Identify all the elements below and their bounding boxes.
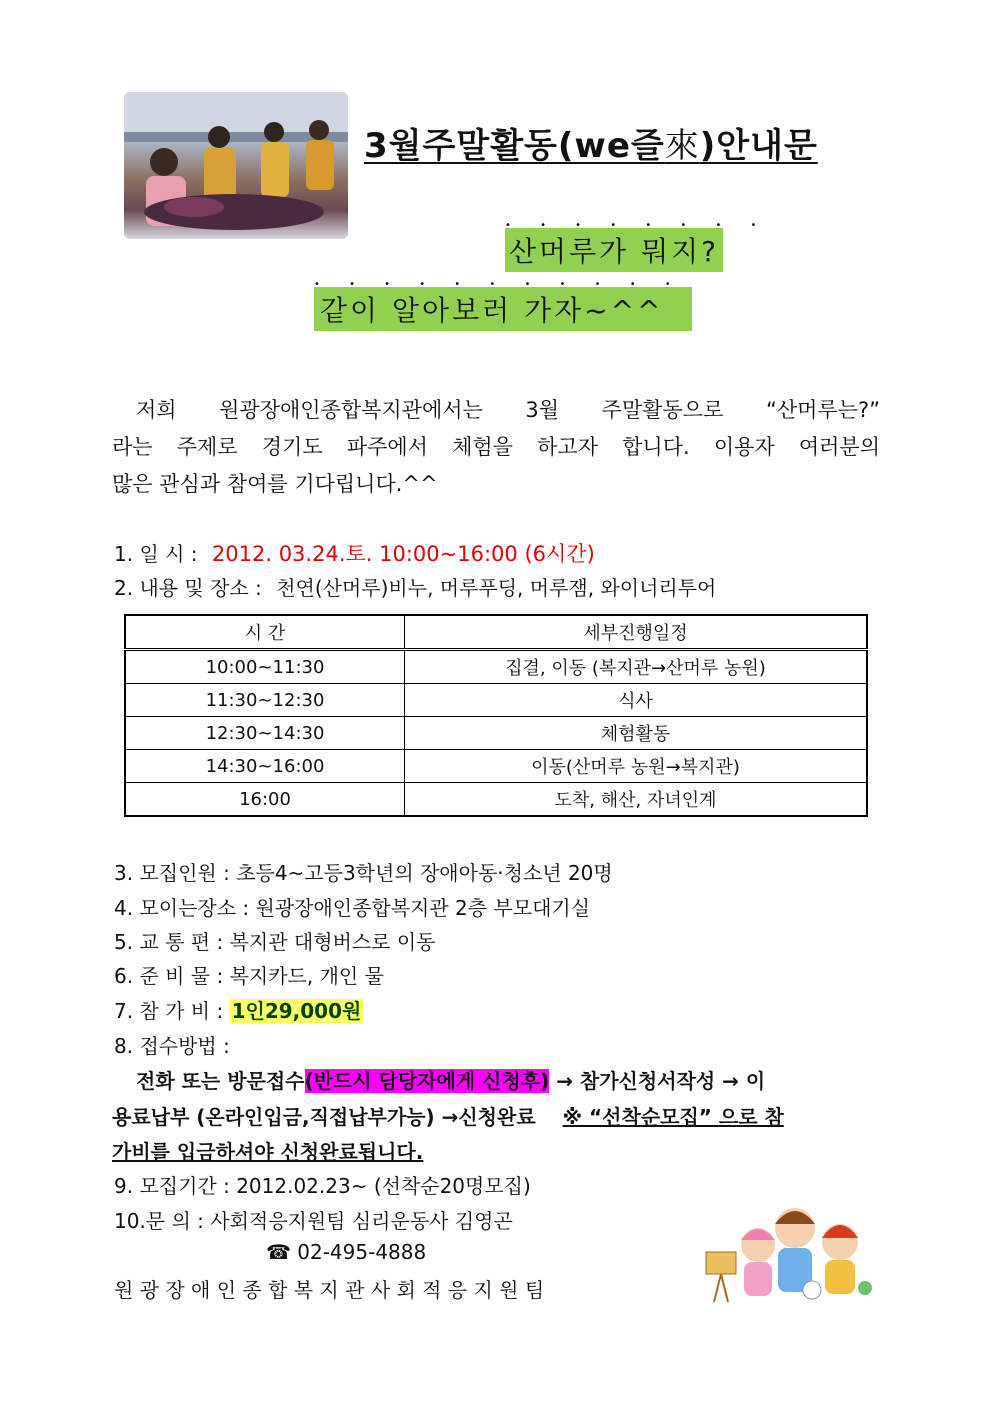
table-row (125, 783, 867, 817)
table-row (125, 717, 867, 750)
emphasis-dots: • • • • • • • • (505, 220, 770, 231)
date-value: 2012. 03.24.토. 10:00~16:00 (6시간) (211, 542, 595, 566)
item-apply: 8. 접수방법 : (114, 1034, 230, 1058)
subtitle-line-1: • • • • • • • • 산머루가 뭐지? (505, 228, 723, 272)
item-meeting-place: 4. 모이는장소 : 원광장애인종합복지관 2층 부모대기실 (114, 896, 591, 920)
table-cell: 집결, 이동 (복지관→산머루 농원) (405, 650, 868, 684)
table-header-cell: 시 간 (125, 615, 405, 650)
table-cell: 10:00~11:30 (125, 650, 405, 684)
table-header-cell: 세부진행일정 (405, 615, 868, 650)
item-transport: 5. 교 통 편 : 복지관 대형버스로 이동 (114, 930, 436, 954)
table-header-row (125, 615, 867, 650)
intro-paragraph (112, 392, 880, 503)
table-cell: 14:30~16:00 (125, 750, 405, 783)
apply-line-1: 전화 또는 방문접수(반드시 담당자에게 신청후) → 참가신청서작성 → 이 (136, 1069, 766, 1093)
item-period: 9. 모집기간 : 2012.02.23~ (선착순20명모집) (114, 1174, 531, 1198)
intro-line: 라는 주제로 경기도 파주에서 체험을 하고자 합니다. 이용자 여러분의 (112, 435, 880, 459)
schedule-table (124, 614, 868, 817)
item-date: 1. 일 시 : 2012. 03.24.토. 10:00~16:00 (6시간) (114, 542, 595, 566)
table-cell: 11:30~12:30 (125, 684, 405, 717)
apply-note-highlight: (반드시 담당자에게 신청후) (304, 1069, 550, 1093)
table-cell: 도착, 해산, 자녀인계 (405, 783, 868, 817)
apply-line-2: 용료납부 (온라인입금,직접납부가능) →신청완료 ※ “선착순모집” 으로 참 (112, 1105, 784, 1129)
item-recruit: 3. 모집인원 : 초등4~고등3학년의 장애아동·청소년 20명 (114, 861, 613, 885)
footer-organization: 원 광 장 애 인 종 합 복 지 관 사 회 적 응 지 원 팀 (114, 1278, 545, 1302)
page-title: 3월주말활동(we즐來)안내문 (364, 126, 818, 166)
emphasis-dots: • • • • • • • • • • • (314, 279, 684, 290)
table-row (125, 684, 867, 717)
activity-photo (124, 92, 348, 239)
item-fee: 7. 참 가 비 : 1인29,000원 (114, 999, 362, 1023)
table-row (125, 750, 867, 783)
table-cell: 체험활동 (405, 717, 868, 750)
contact-phone: ☎ 02-495-4888 (266, 1240, 427, 1264)
apply-line-3: 가비를 입금하셔야 신청완료됩니다. (112, 1140, 424, 1164)
item-content: 2. 내용 및 장소 : 천연(산머루)비누, 머루푸딩, 머루잼, 와이너리투어 (114, 576, 717, 600)
fee-value: 1인29,000원 (231, 999, 362, 1023)
table-cell: 식사 (405, 684, 868, 717)
intro-line: 많은 관심과 참여를 기다립니다.^^ (112, 472, 438, 496)
intro-line: 저희 원광장애인종합복지관에서는 3월 주말활동으로 “산머루는?” (136, 398, 880, 422)
item-preparation: 6. 준 비 물 : 복지카드, 개인 물 (114, 964, 384, 988)
item-contact: 10.문 의 : 사회적응지원팀 심리운동사 김영곤 (114, 1209, 513, 1233)
kids-illustration (700, 1190, 880, 1310)
table-row (125, 650, 867, 684)
subtitle-line-2: • • • • • • • • • • • 같이 알아보러 가자~^^ (314, 287, 692, 331)
table-cell: 12:30~14:30 (125, 717, 405, 750)
table-cell: 16:00 (125, 783, 405, 817)
table-cell: 이동(산머루 농원→복지관) (405, 750, 868, 783)
